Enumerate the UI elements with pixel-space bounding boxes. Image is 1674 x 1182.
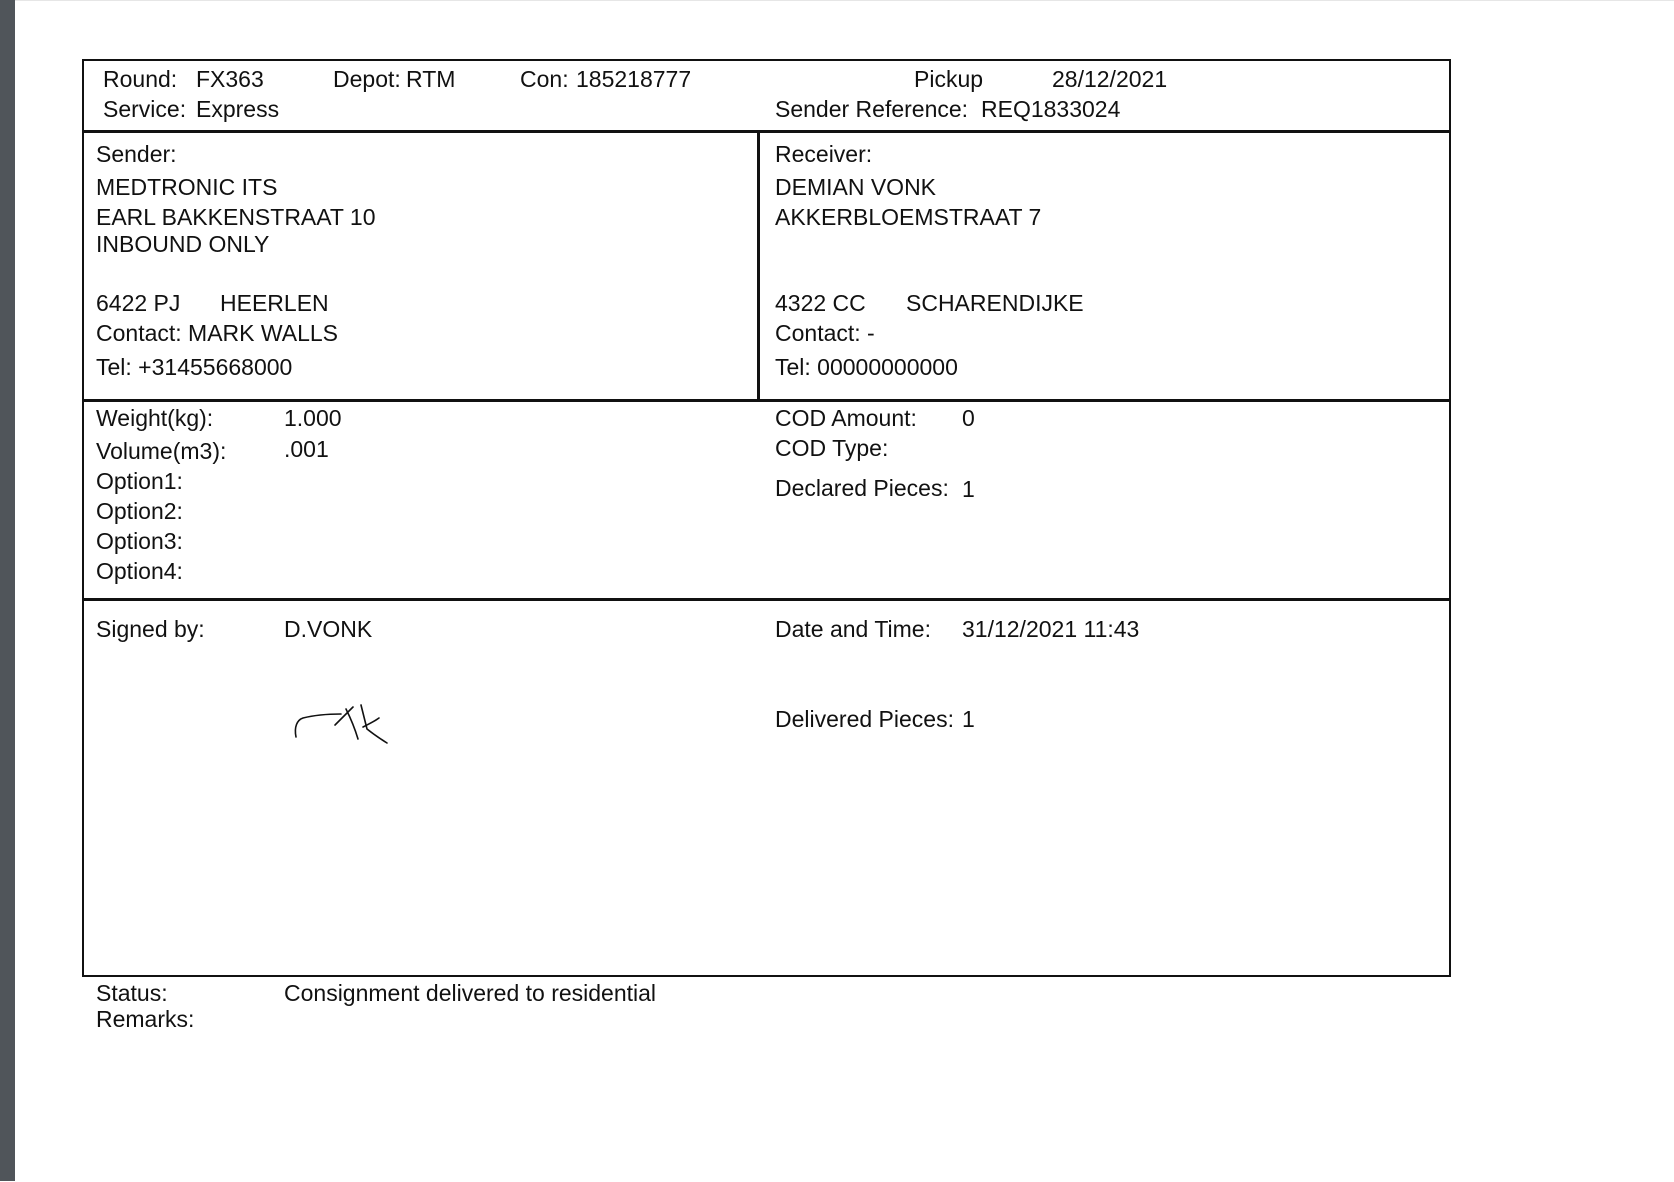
cod-amount-value: 0: [962, 405, 975, 431]
round-value: FX363: [196, 66, 264, 92]
pickup-label: Pickup: [914, 66, 984, 92]
address-bottom-divider: [82, 399, 1451, 402]
pod-frame: [82, 59, 1451, 977]
cod-amount-label: COD Amount:: [775, 405, 917, 431]
receiver-address-line1: AKKERBLOEMSTRAAT 7: [775, 204, 1042, 230]
cod-type-label: COD Type:: [775, 435, 889, 461]
status-value: Consignment delivered to residential: [284, 980, 657, 1006]
sender-postcode: 6422 PJ: [96, 290, 181, 316]
option3-label: Option3:: [96, 528, 183, 554]
declared-pieces-value: 1: [962, 476, 975, 502]
option2-label: Option2:: [96, 498, 183, 524]
details-bottom-divider: [82, 598, 1451, 601]
depot-value: RTM: [406, 66, 456, 92]
remarks-label: Remarks:: [96, 1006, 195, 1032]
sender-city: HEERLEN: [220, 290, 329, 316]
receiver-postcode: 4322 CC: [775, 290, 866, 316]
sender-contact: Contact: MARK WALLS: [96, 320, 339, 346]
service-label: Service:: [103, 96, 187, 122]
volume-label: Volume(m3):: [96, 438, 227, 464]
viewer-side-bar: [0, 0, 15, 1181]
delivered-pieces-value: 1: [962, 706, 975, 732]
date-time-value: 31/12/2021 11:43: [962, 616, 1140, 642]
date-time-label: Date and Time:: [775, 616, 931, 642]
signed-by-label: Signed by:: [96, 616, 205, 642]
signature-icon: [291, 701, 395, 747]
delivered-pieces-label: Delivered Pieces:: [775, 706, 954, 732]
sender-name: MEDTRONIC ITS: [96, 174, 278, 200]
sender-label: Sender:: [96, 141, 177, 167]
option4-label: Option4:: [96, 558, 183, 584]
signed-by-value: D.VONK: [284, 616, 373, 642]
status-label: Status:: [96, 980, 168, 1006]
header-divider: [82, 130, 1451, 133]
sender-address-line1: EARL BAKKENSTRAAT 10: [96, 204, 376, 230]
sender-reference-value: REQ1833024: [981, 96, 1121, 122]
receiver-contact: Contact: -: [775, 320, 875, 346]
sender-tel: Tel: +31455668000: [96, 354, 293, 380]
con-value: 185218777: [576, 66, 692, 92]
con-label: Con:: [520, 66, 569, 92]
service-value: Express: [196, 96, 280, 122]
proof-of-delivery-page: [15, 0, 1674, 1182]
pickup-value: 28/12/2021: [1052, 66, 1168, 92]
sender-reference-label: Sender Reference:: [775, 96, 969, 122]
receiver-label: Receiver:: [775, 141, 873, 167]
round-label: Round:: [103, 66, 178, 92]
receiver-tel: Tel: 00000000000: [775, 354, 958, 380]
declared-pieces-label: Declared Pieces:: [775, 475, 949, 501]
weight-label: Weight(kg):: [96, 405, 214, 431]
depot-label: Depot:: [333, 66, 401, 92]
receiver-city: SCHARENDIJKE: [906, 290, 1084, 316]
sender-address-line2: INBOUND ONLY: [96, 231, 270, 257]
volume-value: .001: [284, 436, 329, 462]
option1-label: Option1:: [96, 468, 183, 494]
weight-value: 1.000: [284, 405, 342, 431]
address-divider: [757, 130, 760, 402]
receiver-name: DEMIAN VONK: [775, 174, 937, 200]
